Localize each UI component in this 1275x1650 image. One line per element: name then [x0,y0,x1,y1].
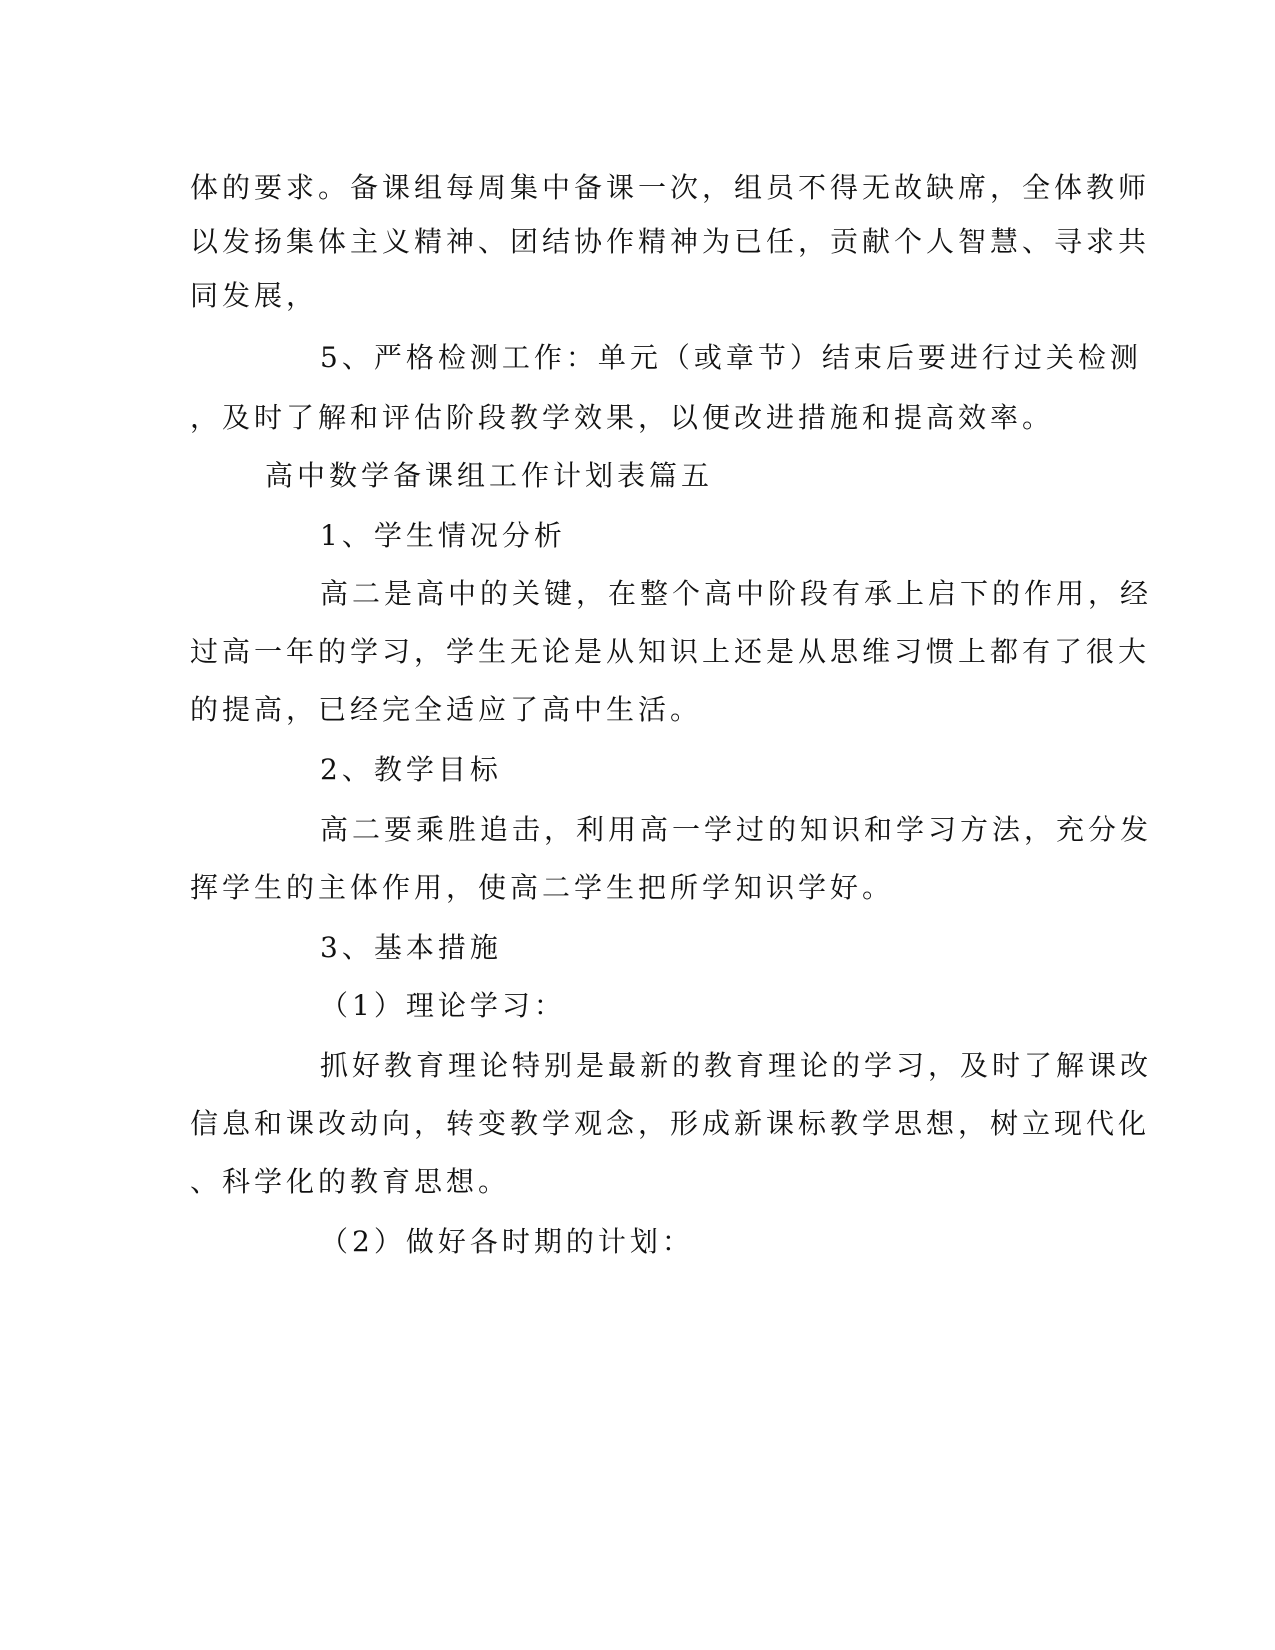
list-item-5: 5、严格检测工作：单元（或章节）结束后要进行过关检测 [320,341,1142,374]
paragraph-line: 过高一年的学习，学生无论是从知识上还是从思维习惯上都有了很大 [190,635,1151,668]
paragraph-line: ，及时了解和评估阶段教学效果，以便改进措施和提高效率。 [190,401,1055,434]
subheading-basic-measures: 3、基本措施 [320,931,502,964]
paragraph-line: 抓好教育理论特别是最新的教育理论的学习，及时了解课改 [320,1049,1153,1082]
paragraph-line: 的提高，已经完全适应了高中生活。 [190,693,703,726]
section-title: 高中数学备课组工作计划表篇五 [265,459,714,492]
paragraph-line: 高二是高中的关键，在整个高中阶段有承上启下的作用，经 [320,577,1153,610]
paragraph-line: 同发展， [190,279,319,312]
paragraph-line: 挥学生的主体作用，使高二学生把所学知识学好。 [190,871,895,904]
paragraph-line: 以发扬集体主义精神、团结协作精神为已任，贡献个人智慧、寻求共 [190,225,1151,258]
paragraph-line: 、科学化的教育思想。 [190,1165,511,1198]
subheading-period-plans: （2）做好各时期的计划： [320,1225,694,1258]
subheading-student-analysis: 1、学生情况分析 [320,519,566,552]
paragraph-line: 信息和课改动向，转变教学观念，形成新课标教学思想，树立现代化 [190,1107,1151,1140]
subheading-theory-study: （1）理论学习： [320,989,566,1022]
paragraph-line: 体的要求。备课组每周集中备课一次，组员不得无故缺席，全体教师 [190,171,1151,204]
subheading-teaching-goals: 2、教学目标 [320,753,502,786]
paragraph-line: 高二要乘胜追击，利用高一学过的知识和学习方法，充分发 [320,813,1153,846]
